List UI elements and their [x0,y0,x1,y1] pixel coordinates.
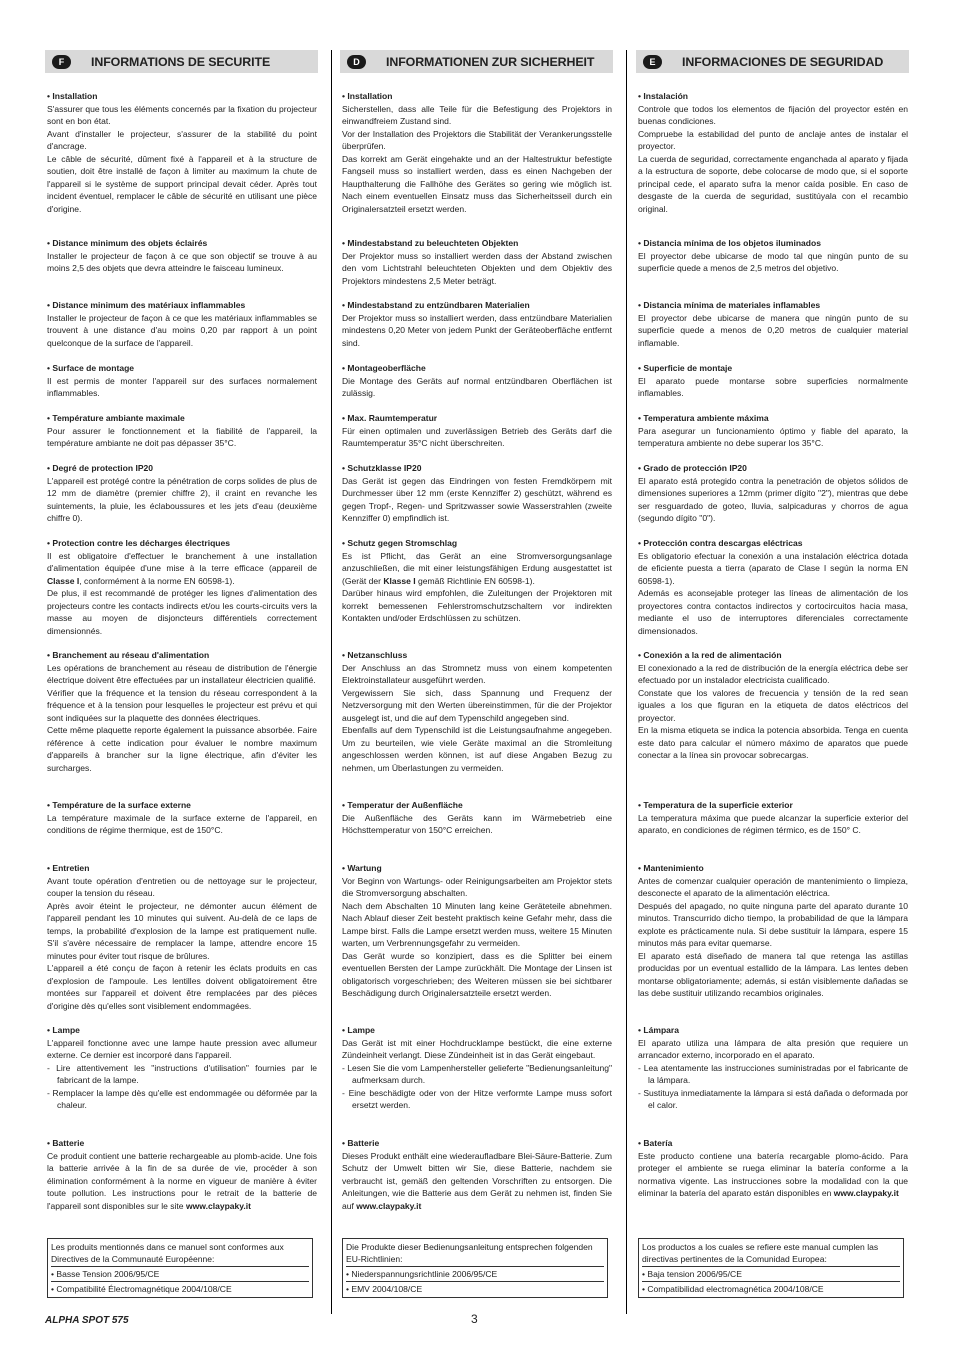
list-item: - Eine beschädigte oder von der Hitze verformte Lampe muss sofort ersetzt werden. [342,1087,612,1111]
section-body: Il est permis de monter l'appareil sur des surfaces normalement inflammables. [47,375,317,399]
section-mounting-surface [638,362,908,400]
section-heading: • Protección contra descargas eléctricas [638,538,803,548]
section-body: El aparato puede montarse sobre superficies normalmente inflamables. [638,375,908,399]
website-link[interactable]: www.claypaky.it [356,1200,422,1211]
section-heading: • Lampe [47,1025,80,1035]
section-heading: • Distancia mínima de los objetos iluminados [638,238,821,248]
compliance-intro: Die Produkte dieser Bedienungsanleitung entsprechen folgenden EU-Richtlinien: [346,1242,593,1264]
directive-item: • Baja tension 2006/95/CE [642,1266,900,1280]
section-body: Installer le projecteur de façon à ce que les matériaux inflammables se trouvent à une distance d'au moins 0,20 par rapport à un point quelconque de la surface de l'appareil. [47,312,317,348]
section-electric-protection [342,537,612,625]
language-badge: F [52,55,71,69]
section-heading: • Batterie [47,1138,85,1148]
section-heading: • Superficie de montaje [638,363,733,373]
section-heading: • Distance minimum des matériaux inflammables [47,300,246,310]
page-number: 3 [471,1312,478,1326]
section-ambient-temperature [638,412,908,450]
section-heading: • Netzanschluss [342,650,408,660]
section-installation [638,90,908,215]
section-maintenance [47,862,317,1013]
section-body: El aparato utiliza una lámpara de alta presión que requiere un arrancador externo, incorporado en el aparato. [638,1037,908,1061]
section-body: Il est obligatoire d'effectuer le branchement à une installation d'alimentation équipée d'une mise à la terre efficace (appareil de Classe I, conformément à la norme EN 60598-1). De plus, il est recommandé de protéger les lignes d'alimentation des projecteurs contre les contacts indirects et/ou les courts-circuits vers la masse au moyen de disjoncteurs différentiels correctement dimensionnés. [47,550,317,636]
section-body: Es ist Pflicht, das Gerät an eine Stromversorgungsanlage anzuschließen, die mit einer leistungsfähigen Erdung ausgestattet ist (Gerät der Klasse I gemäß Richtlinie EN 60598-1). Darüber hinaus wird empfohlen, die Zuleitungen der Projektoren mit korrekt bemessenen Fehlerstromschutzschaltern vor indirekten Kontakten und/oder Erdschlüssen zu schützen. [342,550,612,624]
column-divider [331,50,332,1314]
directive-item: • EMV 2004/108/CE [346,1281,604,1295]
section-heading: • Temperatura de la superficie exterior [638,800,793,810]
section-battery [342,1137,612,1212]
section-surface-temperature [342,799,612,837]
section-surface-temperature [638,799,908,837]
section-body: Installer le projecteur de façon à ce que son objectif se trouve à au moins 2,5 des objets que devra atteindre le faisceau lumineux. [47,250,317,274]
section-heading: • Montageoberfläche [342,363,426,373]
section-heading: • Degré de protection IP20 [47,463,154,473]
section-heading: • Mindestabstand zu entzündbaren Materialien [342,300,530,310]
compliance-box [47,1238,313,1298]
section-body: Das Gerät ist mit einer Hochdrucklampe bestückt, die eine externe Zündeinheit verlangt. Diese Zündeinheit ist in das Gerät eingebaut. [342,1037,612,1061]
list-item: - Sustituya inmediatamente la lámpara si está dañada o deformada por el calor. [638,1087,908,1111]
section-mains-connection [638,649,908,762]
compliance-intro: Les produits mentionnés dans ce manuel sont conformes aux Directives de la Communauté Européenne: [51,1242,284,1264]
section-heading: • Instalación [638,91,689,101]
section-heading: • Batería [638,1138,673,1148]
section-maintenance [342,862,612,1000]
section-heading: • Batterie [342,1138,380,1148]
section-heading: • Conexión a la red de alimentación [638,650,782,660]
section-distance-objects [47,237,317,275]
section-maintenance [638,862,908,1000]
section-header [340,50,613,73]
section-body: Dieses Produkt enthält eine wiederaufladbare Blei-Säure-Batterie. Zum Schutz der Umwelt bitten wir Sie, diese Batterie, nachdem sie verbraucht ist, gemäß den geltenden Vorschriften zu entsorgen. Die Anleitungen, wie die Batterie aus dem Gerät zu nehmen ist, finden Sie auf www.claypaky.it [342,1150,612,1211]
section-heading: • Grado de protección IP20 [638,463,747,473]
section-installation [47,90,317,215]
section-heading: • Temperatur der Außenfläche [342,800,463,810]
section-ambient-temperature [47,412,317,450]
section-heading: • Installation [47,91,98,101]
list-item: - Remplacer la lampe dès qu'elle est endommagée ou déformée par la chaleur. [47,1087,317,1111]
section-body: Das Gerät ist gegen das Eindringen von festen Fremdkörpern mit Durchmesser über 12 mm (erste Kennziffer 2) geschützt, während es gegen Tropf-, Regen- und Spritzwasser sowie Wasserstrahlen (zweite Kennziffer 0) empfindlich ist. [342,475,612,524]
section-body: La temperatura máxima que puede alcanzar la superficie exterior del aparato, en condiciones de régimen térmico, es de 150° C. [638,812,908,836]
section-heading: • Schutz gegen Stromschlag [342,538,458,548]
section-battery [638,1137,908,1200]
directive-item: • Basse Tension 2006/95/CE [51,1266,309,1280]
directive-item: • Niederspannungsrichtlinie 2006/95/CE [346,1266,604,1280]
section-battery [47,1137,317,1212]
list-item: - Lesen Sie die vom Lampenhersteller gelieferte "Bedienungsanleitung" aufmerksam durch. [342,1062,612,1086]
section-heading: • Schutzklasse IP20 [342,463,422,473]
list-item: - Lire attentivement les "instructions d'utilisation" fournies par le fabricant de la lampe. [47,1062,317,1086]
section-body: El aparato está protegido contra la penetración de objetos sólidos de dimensiones superiores a 12mm (primer dígito "2"), mientras que debe ser resguardado de goteo, lluvia, salpicaduras y chorros de agua (segundo dígito "0"). [638,475,908,524]
section-lamp [47,1024,317,1112]
section-body: Die Außenfläche des Geräts kann im Wärmebetrieb eine Höchsttemperatur von 150°C erreichen. [342,812,612,836]
compliance-box [638,1238,904,1298]
section-body: Antes de comenzar cualquier operación de mantenimiento o limpieza, desconecte el aparato de la alimentación eléctrica. Después del apagado, no quite ninguna parte del aparato durante 10 minutos. Transcurrido dicho tiempo, la probabilidad de que la lámpara explote es prácticamente nula. Si debe sustituir la lámpara, espere 15 minutos más para evitar quemarse. El aparato está diseñado de manera tal que retenga las astillas producidas por un eventual estallido de la lámpara. Las lentes deben montarse obligatoriamente; además, si están visiblemente dañadas se las debe sustituir utilizando recambios originales. [638,875,908,999]
column-divider [626,50,627,1314]
directive-item: • Compatibilidad electromagnética 2004/108/CE [642,1281,900,1295]
section-body: Vor Beginn von Wartungs- oder Reinigungsarbeiten am Projektor stets die Stromversorgung abschalten. Nach dem Abschalten 10 Minuten lang keine Geräteteile abnehmen. Nach Ablauf dieser Zeit besteht praktisch keine Gefahr mehr, dass die Lampe birst. Falls die Lampe ersetzt werden muss, weitere 15 Minuten warten, um Verbrennungsgefahr zu vermeiden. Das Gerät wurde so konzipiert, dass es die Splitter bei einem eventuellen Bersten der Lampe zurückhält. Die Montage der Linsen ist obligatorisch vorgeschrieben; des Weiteren müssen sie bei sichtbarer Beschädigung durch Originalersatzteile ersetzt werden. [342,875,612,999]
section-body: Les opérations de branchement au réseau de distribution de l'énergie électrique doivent être effectuées par un installateur électricien qualifié. Vérifier que la fréquence et la tension du réseau correspondent à la fréquence et à la tension pour lesquelles le projecteur est prévu et qui sont indiquées sur la plaquette des données électriques. Cette même plaquette reporte également la puissance absorbée. Faire référence à cette indication pour évaluer le nombre maximum d'appareils à brancher sur la ligne électrique, afin d'éviter les surcharges. [47,662,317,773]
language-badge: D [347,55,366,69]
section-heading: • Mantenimiento [638,863,704,873]
section-heading: • Wartung [342,863,382,873]
section-protection-ip20 [47,462,317,525]
section-body: El proyector debe ubicarse de modo tal que ningún punto de su superficie quede a menos de 2,5 metros del objetivo. [638,250,908,274]
section-body: Für einen optimalen und zuverlässigen Betrieb des Geräts darf die Raumtemperatur 35°C nicht überschreiten. [342,425,612,449]
section-header [636,50,909,73]
section-heading: • Entretien [47,863,90,873]
section-body: Es obligatorio efectuar la conexión a una instalación eléctrica dotada de eficiente puesta a tierra (aparato de Clase I según la norma EN 60598-1). Además es aconsejable proteger las líneas de alimentación de los proyectores contra contactos indirectos y cortocircuitos hacia masa, mediante el uso de interruptores diferenciales correctamente dimensionados. [638,550,908,636]
section-protection-ip20 [342,462,612,525]
section-heading: • Max. Raumtemperatur [342,413,438,423]
section-body: El proyector debe ubicarse de manera que ningún punto de su superficie quede a menos de 0,20 metros de cualquier material inflamable. [638,312,908,348]
section-body: Der Anschluss an das Stromnetz muss von einem kompetenten Elektroinstallateur ausgeführt werden. Vergewissern Sie sich, dass Spannung und Frequenz der Netzversorgung mit den Werten übereinstimmen, für die der Projektor ausgelegt ist, und die auf dem Typenschild angegeben sind. Ebenfalls auf dem Typenschild ist die Leistungsaufnahme angegeben. Um zu beurteilen, wie viele Geräte maximal an die Stromleitung angeschlossen werden können, ist auf diese Angaben Bezug zu nehmen, um Überlastungen zu vermeiden. [342,662,612,773]
section-distance-flammable [342,299,612,349]
section-heading: • Distancia mínima de materiales inflamables [638,300,821,310]
section-body: Der Projektor muss so installiert werden, dass entzündbare Materialien mindestens 0,20 Meter von jedem Punkt der Geräteoberfläche entfernt sind. [342,312,612,348]
section-electric-protection [47,537,317,637]
website-link[interactable]: www.claypaky.it [833,1188,899,1199]
section-heading: • Lampe [342,1025,375,1035]
directive-item: • Compatibilité Électromagnétique 2004/108/CE [51,1281,309,1295]
section-body: La température maximale de la surface externe de l'appareil, en conditions de régime thermique, est de 150°C. [47,812,317,836]
section-header [45,50,318,73]
section-installation [342,90,612,215]
section-heading: • Temperatura ambiente máxima [638,413,769,423]
section-protection-ip20 [638,462,908,525]
column-german [340,50,613,1314]
model-name: ALPHA SPOT 575 [45,1315,129,1326]
column-spanish [636,50,909,1314]
section-heading: • Température de la surface externe [47,800,191,810]
section-body: S'assurer que tous les éléments concernés par la fixation du projecteur sont en bon état. Avant d'installer le projecteur, s'assurer de la stabilité du point d'ancrage. Le câble de sécurité, dûment fixé à l'appareil et à la structure de soutien, doit être installé de façon à limiter au maximum la chute de l'appareil si le système de support principal devait céder. Après tout incident éventuel, remplacer le câble de sécurité en utilisant une pièce d'origine. [47,103,317,214]
section-heading: • Surface de montage [47,363,135,373]
compliance-box [342,1238,608,1298]
compliance-intro: Los productos a los cuales se refiere este manual cumplen las directivas pertinentes de la Comunidad Europea: [642,1242,879,1264]
column-french [45,50,318,1314]
section-distance-objects [638,237,908,275]
section-heading: • Protection contre les décharges électriques [47,538,231,548]
section-heading: • Branchement au réseau d'alimentation [47,650,210,660]
section-mains-connection [47,649,317,774]
section-body: Controle que todos los elementos de fijación del proyector estén en buenas condiciones. Compruebe la estabilidad del punto de anclaje antes de instalar el proyector. La cuerda de seguridad, correctamente enganchada al aparato y fijada a la estructura de soporte, debe colocarse de modo que, si el soporte principal cede, el aparato sufra la menor caída posible. En caso de desgaste de la cuerda de seguridad, sustitúyala con el recambio original. [638,103,908,214]
section-mains-connection [342,649,612,774]
section-electric-protection [638,537,908,637]
section-body: Sicherstellen, dass alle Teile für die Befestigung des Projektors in einwandfreiem Zustand sind. Vor der Installation des Projektors die Stabilität der Verankerungsstelle überprüfen. Das korrekt am Gerät eingehakte und an der Haltestruktur befestigte Fangseil muss so installiert werden, dass es einen Nachgeben der Haupthalterung die Fallhöhe des Gerätes so gering wie möglich ist. Nach einem eventuellen Einsatz muss das Sicherheitsseil durch ein Originalersatzteil ersetzt werden. [342,103,612,214]
website-link[interactable]: www.claypaky.it [185,1200,252,1211]
section-body: Der Projektor muss so installiert werden dass der Abstand zwischen den vom Lichtstrahl beleuchteten Objekten und dem Objektiv des Projektors mindestens 2,5 Meter beträgt. [342,250,612,286]
section-surface-temperature [47,799,317,837]
section-heading: • Mindestabstand zu beleuchteten Objekten [342,238,519,248]
section-body: Para asegurar un funcionamiento óptimo y fiable del aparato, la temperatura ambiente no debe superar los 35°C. [638,425,908,449]
section-heading: • Distance minimum des objets éclairés [47,238,208,248]
section-ambient-temperature [342,412,612,450]
section-heading: • Température ambiante maximale [47,413,185,423]
section-body: El conexionado a la red de distribución de la energía eléctrica debe ser efectuado por un instalador electricista cualificado. Constate que los valores de frecuencia y tensión de la red sean iguales a los que figuran en la etiqueta de datos eléctricos del proyector. En la misma etiqueta se indica la potencia absorbida. Tenga en cuenta este dato para calcular el número máximo de aparatos que puede conectar a la línea sin provocar sobrecargas. [638,662,908,761]
list-item: - Lea atentamente las instrucciones suministradas por el fabricante de la lámpara. [638,1062,908,1086]
section-title: INFORMATIONEN ZUR SICHERHEIT [386,54,595,69]
section-lamp [342,1024,612,1112]
section-heading: • Lámpara [638,1025,679,1035]
section-heading: • Installation [342,91,393,101]
section-title: INFORMACIONES DE SEGURIDAD [682,54,884,69]
section-title: INFORMATIONS DE SECURITE [91,54,271,69]
section-body: Die Montage des Geräts auf normal entzündbaren Oberflächen ist zulässig. [342,375,612,399]
section-distance-objects [342,237,612,287]
section-lamp [638,1024,908,1112]
section-distance-flammable [47,299,317,349]
section-body: L'appareil est protégé contre la pénétration de corps solides de plus de 12 mm de diamètre (premier chiffre 2), il craint en revanche les suintements, la pluie, les éclaboussures et les jets d'eau (deuxième chiffre 0). [47,475,317,524]
section-mounting-surface [47,362,317,400]
section-body: Este producto contiene una batería recargable plomo-ácido. Para proteger el ambiente se ruega eliminar la batería conforme a la normativa vigente. Las instrucciones sobre la modalidad con la que eliminar la batería del aparato están disponibles en www.claypaky.it [638,1150,908,1199]
language-badge: E [643,55,662,69]
section-distance-flammable [638,299,908,349]
section-mounting-surface [342,362,612,400]
section-body: L'appareil fonctionne avec une lampe haute pression avec allumeur externe. Ce dernier est incorporé dans l'appareil. [47,1037,317,1061]
section-body: Avant toute opération d'entretien ou de nettoyage sur le projecteur, couper la tension du réseau. Après avoir éteint le projecteur, ne démonter aucun élément de l'appareil pendant les 10 minutes qui suivent. Au-delà de ce laps de temps, la probabilité d'explosion de la lampe est pratiquement nulle. S'il s'avère nécessaire de remplacer la lampe, attendre encore 15 minutes pour éviter tout risque de brûlures. L'appareil a été conçu de façon à retenir les éclats produits en cas d'explosion de l'ampoule. Les lentilles doivent obligatoirement être montées sur l'appareil et doivent être remplacées par des pièces d'origine dès qu'elles sont visiblement endommagées. [47,875,317,1012]
section-body: Pour assurer le fonctionnement et la fiabilité de l'appareil, la température ambiante ne doit pas dépasser 35°C. [47,425,317,449]
section-body: Ce produit contient une batterie rechargeable au plomb-acide. Une fois la batterie arrivée à la fin de sa durée de vie, procéder à son élimination conformément à la norme en vigueur de manière à éviter toute pollution. Les instructions pour le retrait de la batterie de l'appareil sont disponibles sur le site www.claypaky.it [47,1150,317,1211]
